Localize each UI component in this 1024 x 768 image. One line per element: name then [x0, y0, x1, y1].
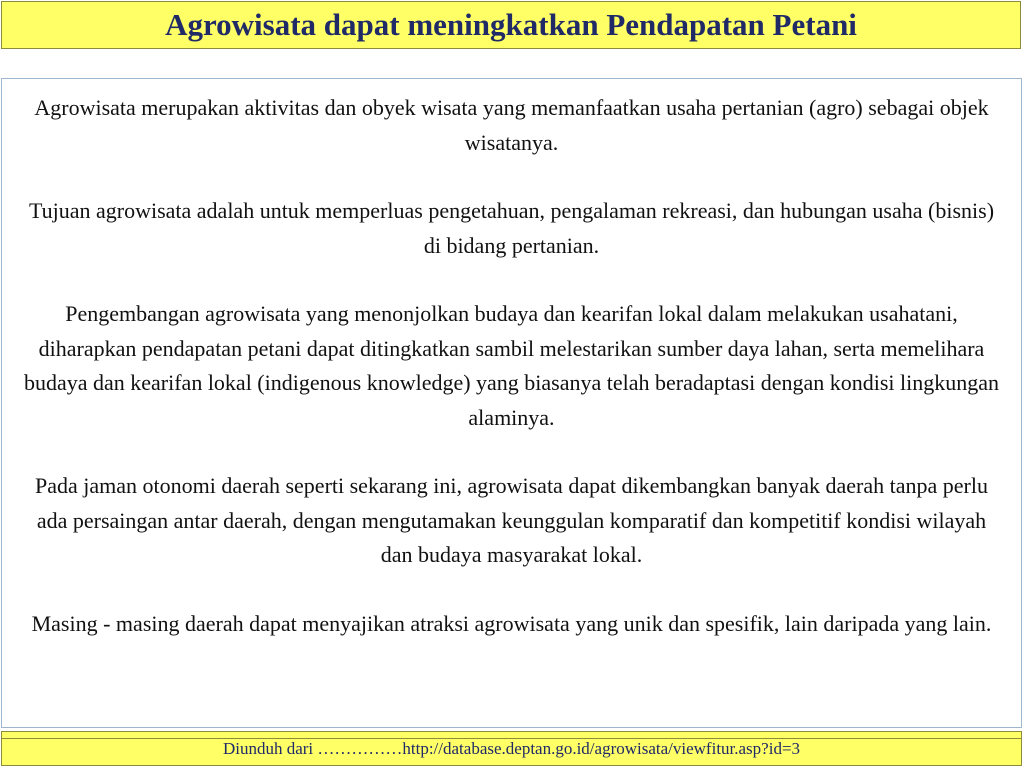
paragraph-regional-autonomy: Pada jaman otonomi daerah seperti sekarang ini, agrowisata dapat dikembangkan banyak daerah tanpa perlu ada persaingan antar daerah, dengan mengutamakan keunggulan komparatif dan kompetitif kondisi wilayah dan budaya masyarakat lokal. [35, 473, 988, 567]
title-bar [1, 1, 1021, 49]
page-title: Agrowisata dapat meningkatkan Pendapatan Petani [165, 7, 857, 42]
footer-bar [1, 731, 1022, 766]
content-box [1, 78, 1022, 728]
footer-source-text: Diunduh dari ……………http://database.deptan.go.id/agrowisata/viewfitur.asp?id=3 [222, 739, 801, 758]
paragraph-unique-attractions: Masing - masing daerah dapat menyajikan atraksi agrowisata yang unik dan spesifik, lain daripada yang lain. [31, 610, 992, 636]
paragraph-development: Pengembangan agrowisata yang menonjolkan budaya dan kearifan lokal dalam melakukan usahatani, diharapkan pendapatan petani dapat ditingkatkan sambil melestarikan sumber daya lahan, serta memelihara budaya dan kearifan lokal (indigenous knowledge) yang biasanya telah beradaptasi dengan kondisi lingkungan alaminya. [23, 301, 1000, 430]
paragraph-purpose: Tujuan agrowisata adalah untuk memperluas pengetahuan, pengalaman rekreasi, dan hubungan usaha (bisnis) di bidang pertanian. [28, 198, 995, 258]
paragraph-definition: Agrowisata merupakan aktivitas dan obyek wisata yang memanfaatkan usaha pertanian (agro) sebagai objek wisatanya. [34, 95, 989, 155]
